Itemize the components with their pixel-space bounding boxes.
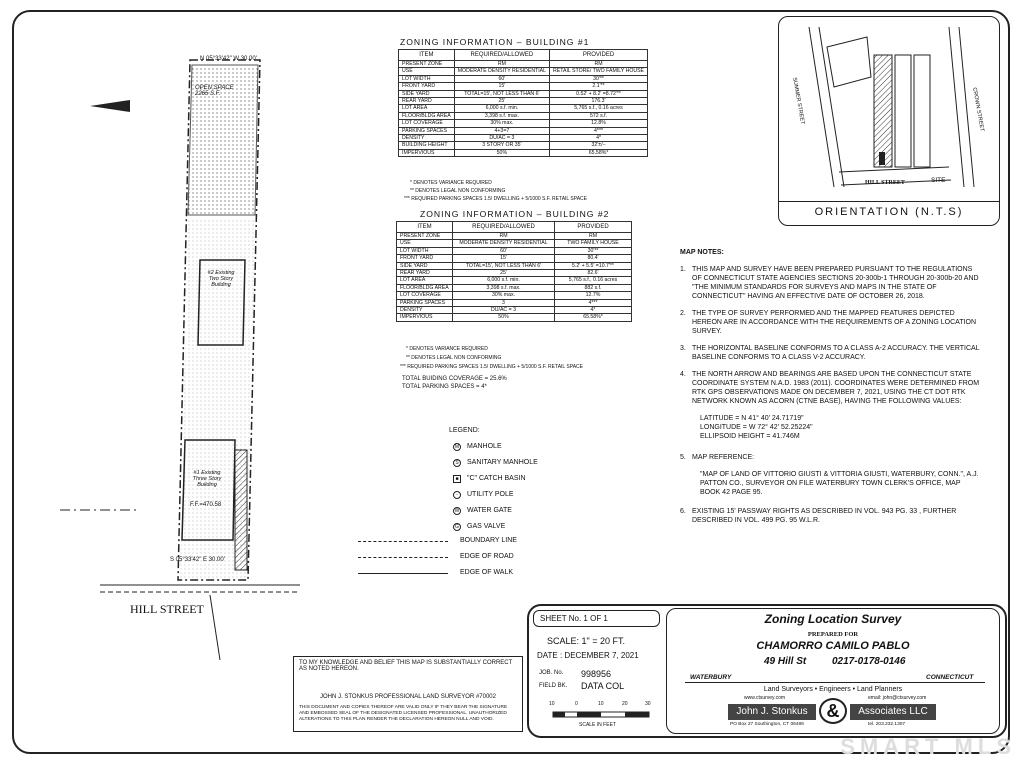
- zoning-1-note-2: ** DENOTES LEGAL NON CONFORMING: [410, 188, 506, 194]
- certification-box: [293, 656, 523, 732]
- table-row: [397, 292, 632, 299]
- water-gate-icon: W: [454, 508, 460, 514]
- table-cell: 4***: [550, 127, 648, 134]
- open-space-label: OPEN SPACE 2265 S.F.: [195, 85, 234, 97]
- total-coverage: TOTAL BUIDING COVERAGE = 25.6%: [402, 376, 507, 382]
- table-row: [399, 112, 648, 119]
- map-reference: "MAP OF LAND OF VITTORIO GIUSTI & VITTORIA GIUSTI, WATERBURY, CONN.", A.J. PATTON CO., SURVEYOR ON FILE WATERBURY TOWN CLERK'S OFFICE, MAP BOOK 42 PAGE 95.: [700, 471, 979, 496]
- table-row: [397, 277, 632, 284]
- building-2-label: #2 Existing Two Story Building: [207, 270, 235, 288]
- legend-label: MANHOLE: [467, 443, 502, 450]
- table-cell: DENSITY: [399, 135, 455, 142]
- note-number: 3.: [680, 345, 686, 352]
- note-text: THE HORIZONTAL BASELINE CONFORMS TO A CLASS A-2 ACCURACY. THE VERTICAL BASELINE CONFORMS TO A CLASS V-2 ACCURACY.: [692, 345, 980, 361]
- legend-label: WATER GATE: [467, 507, 512, 514]
- utility-pole-icon: ◦: [453, 491, 461, 499]
- gas-valve-icon: G: [453, 523, 461, 531]
- table-cell: 30% max.: [453, 292, 555, 299]
- street-summer: SUMMER STREET: [791, 77, 806, 125]
- scale-label: SCALE IN FEET: [579, 722, 616, 728]
- ampersand-logo: &: [819, 698, 847, 724]
- table-row: [399, 142, 648, 149]
- table-cell: USE: [397, 240, 453, 247]
- legend: [449, 423, 538, 535]
- coordinates: [700, 414, 980, 441]
- firm-po: PO Box 27 Southington, CT 06489: [730, 722, 804, 727]
- table-cell: TOTAL=15', NOT LESS THAN 6': [454, 90, 549, 97]
- map-notes-title: MAP NOTES:: [680, 249, 724, 256]
- table-cell: LOT AREA: [399, 105, 455, 112]
- table-cell: RM: [555, 233, 632, 240]
- table-cell: 3: [453, 299, 555, 306]
- table-cell: 50%: [453, 314, 555, 321]
- table-cell: FLOOR/BLDG AREA: [399, 112, 455, 119]
- table-cell: DENSITY: [397, 307, 453, 314]
- note-number: 1.: [680, 266, 686, 273]
- parcel-number: 0217-0178-0146: [832, 656, 906, 667]
- latitude: LATITUDE = N 41° 40' 24.71719": [700, 415, 804, 422]
- legend-label: UTILITY POLE: [467, 491, 514, 498]
- table-cell: 32'±/−: [550, 142, 648, 149]
- table-cell: SIDE YARD: [397, 262, 453, 269]
- table-cell: 12.8%: [550, 120, 648, 127]
- disclaimer: THIS DOCUMENT AND COPIES THEREOF ARE VALID ONLY IF THEY BEAR THE SIGNATURE AND EMBOSSED SEAL OF THE DESIGNATED LICENSED PROFESSIONAL. UNAUTHORIZED ALTERATIONS TO THIS PLAN RENDER THE DECLARATION HEREON NULL AND VOID.: [299, 705, 508, 722]
- legend-title: LEGEND:: [449, 427, 480, 434]
- table-cell: FRONT YARD: [399, 83, 455, 90]
- table-row: [397, 233, 632, 240]
- table-cell: 82.6': [555, 270, 632, 277]
- table-cell: 882 s.f.: [555, 284, 632, 291]
- watermark: SMART MLS: [840, 734, 1016, 759]
- edge-of-walk-sample: [358, 573, 448, 574]
- orientation-title: ORIENTATION (N.T.S): [779, 201, 999, 218]
- table-cell: RM: [550, 61, 648, 68]
- scale-tick: 30: [645, 701, 651, 707]
- table-row: [399, 75, 648, 82]
- sheet-number: SHEET No. 1 OF 1: [533, 610, 660, 627]
- surveyor-name: JOHN J. STONKUS PROFESSIONAL LAND SURVEYOR #70002: [320, 694, 496, 700]
- table-row: [399, 149, 648, 156]
- finished-floor-label: F.F.=470.58: [190, 502, 222, 508]
- zoning-2-table: [396, 221, 632, 322]
- note-text: THE NORTH ARROW AND BEARINGS ARE BASED UPON THE CONNECTICUT STATE COORDINATE SYSTEM N.A.D. 1983 (2011). COORDINATES WERE DETERMINED FROM RTK GPS OBSERVATIONS MADE ON DECEMBER 7, 2021, USING THE CT DOT RTK NETWORK KNOWN AS ACORN (CTNE BASE), HAVING THE FOLLOWING VALUES:: [692, 371, 980, 405]
- line-label: EDGE OF ROAD: [460, 553, 514, 560]
- date-text: DATE : DECEMBER 7, 2021: [537, 651, 639, 660]
- table-cell: RM: [453, 233, 555, 240]
- table-cell: LOT AREA: [397, 277, 453, 284]
- table-row: [399, 83, 648, 90]
- catch-basin-icon: ■: [453, 475, 461, 483]
- scale-tick: 20: [622, 701, 628, 707]
- table-cell: 15': [453, 255, 555, 262]
- table-cell: USE: [399, 68, 455, 75]
- table-cell: TOTAL=15', NOT LESS THAN 6': [453, 262, 555, 269]
- table-cell: PRESENT ZONE: [397, 233, 453, 240]
- legend-label: "C" CATCH BASIN: [467, 475, 526, 482]
- table-cell: MODERATE DENSITY RESIDENTIAL: [453, 240, 555, 247]
- table-cell: FLOOR/BLDG AREA: [397, 284, 453, 291]
- table-cell: MODERATE DENSITY RESIDENTIAL: [454, 68, 549, 75]
- table-row: [399, 90, 648, 97]
- survey-title: Zoning Location Survey: [764, 612, 902, 626]
- scale-text: SCALE: 1" = 20 FT.: [547, 636, 625, 646]
- hatched-walk: [235, 450, 247, 570]
- table-cell: 25': [454, 98, 549, 105]
- table-cell: 3,398 s.f. max.: [454, 112, 549, 119]
- table-cell: PRESENT ZONE: [399, 61, 455, 68]
- col-provided: PROVIDED: [550, 50, 648, 61]
- divider: [685, 682, 985, 683]
- table-row: [397, 284, 632, 291]
- table-cell: 5.2' + 5.5' =10.7'**: [555, 262, 632, 269]
- table-row: [399, 105, 648, 112]
- zoning-2-note-3: *** REQUIRED PARKING SPACES 1.5/ DWELLING + 5/1000 S.F. RETAIL SPACE: [400, 364, 583, 370]
- table-cell: 60': [453, 247, 555, 254]
- col-required: REQUIRED/ALLOWED: [454, 50, 549, 61]
- north-bearing: N 05°33'42" W 30.00': [200, 56, 257, 62]
- orientation-map: [778, 16, 1000, 226]
- table-cell: 3,398 s.f. max.: [453, 284, 555, 291]
- field-label: FIELD BK.: [539, 683, 568, 689]
- table-cell: 6,000 s.f. min.: [453, 277, 555, 284]
- col-provided: PROVIDED: [555, 222, 632, 233]
- note-text: MAP REFERENCE:: [692, 454, 755, 461]
- table-cell: 5,765 s.f., 0.16 acres: [555, 277, 632, 284]
- firm-tel: tel. 203.232.1307: [868, 722, 906, 727]
- table-row: [399, 135, 648, 142]
- table-row: [399, 127, 648, 134]
- site-label: SITE: [931, 177, 946, 184]
- table-cell: PARKING SPACES: [397, 299, 453, 306]
- building-1-label: #1 Existing Three Story Building: [192, 470, 222, 488]
- table-row: [397, 247, 632, 254]
- longitude: LONGITUDE = W 72° 42' 52.25224": [700, 424, 813, 431]
- scale-tick: 10: [549, 701, 555, 707]
- zoning-1-note-3: *** REQUIRED PARKING SPACES 1.5/ DWELLING + 5/1000 S.F. RETAIL SPACE: [404, 196, 587, 202]
- table-cell: SIDE YARD: [399, 90, 455, 97]
- zoning-1-title: ZONING INFORMATION – BUILDING #1: [400, 37, 590, 47]
- prepared-for: PREPARED FOR: [807, 631, 859, 638]
- table-cell: LOT WIDTH: [399, 75, 455, 82]
- firm-tagline: Land Surveyors • Engineers • Land Planners: [763, 686, 903, 693]
- table-cell: LOT COVERAGE: [399, 120, 455, 127]
- street-hill: HILL STREET: [865, 180, 905, 186]
- table-cell: IMPERVIOUS: [399, 149, 455, 156]
- table-cell: 5,765 s.f., 0.16 acres: [550, 105, 648, 112]
- note-text: THE TYPE OF SURVEY PERFORMED AND THE MAPPED FEATURES DEPICTED HEREON ARE IN ACCORDANCE WITH THE REQUIREMENTS OF A ZONING LOCATION SURVEY.: [692, 310, 977, 335]
- total-parking: TOTAL PARKING SPACES = 4*: [402, 384, 487, 390]
- table-cell: REAR YARD: [397, 270, 453, 277]
- note-text: EXISTING 15' PASSWAY RIGHTS AS DESCRIBED IN VOL. 943 PG. 33 , FURTHER DESCRIBED IN VOL. 499 PG. 95 W.L.R.: [692, 508, 957, 524]
- note-number: 4.: [680, 371, 686, 378]
- note-number: 5.: [680, 454, 686, 461]
- firm-name-right: Associates LLC: [850, 704, 936, 720]
- table-row: [399, 61, 648, 68]
- table-cell: 2.1'**: [550, 83, 648, 90]
- scale-tick: 10: [598, 701, 604, 707]
- state: CONNECTICUT: [926, 674, 974, 681]
- table-cell: 3 STORY OR 35': [454, 142, 549, 149]
- table-cell: DU/AC = 3: [454, 135, 549, 142]
- table-row: [397, 314, 632, 321]
- line-legend: [358, 533, 517, 581]
- street-name: HILL STREET: [130, 602, 204, 616]
- zoning-2-note-2: ** DENOTES LEGAL NON CONFORMING: [406, 355, 502, 361]
- table-cell: 30'**: [555, 247, 632, 254]
- table-cell: DU/AC = 3: [453, 307, 555, 314]
- table-cell: PARKING SPACES: [399, 127, 455, 134]
- line-label: EDGE OF WALK: [460, 569, 514, 576]
- table-row: [399, 120, 648, 127]
- col-required: REQUIRED/ALLOWED: [453, 222, 555, 233]
- table-row: [397, 299, 632, 306]
- map-notes: [680, 248, 980, 533]
- manhole-icon: M: [454, 444, 460, 450]
- zoning-1-table: [398, 49, 648, 157]
- zoning-1-note-1: * DENOTES VARIANCE REQUIRED: [410, 180, 492, 186]
- street-crown: CROWN STREET: [971, 87, 985, 132]
- table-cell: 80.4': [555, 255, 632, 262]
- ellipsoid-height: ELLIPSOID HEIGHT = 41.746M: [700, 433, 800, 440]
- table-cell: FRONT YARD: [397, 255, 453, 262]
- note-number: 2.: [680, 310, 686, 317]
- client-name: CHAMORRO CAMILO PABLO: [756, 640, 910, 652]
- table-row: [399, 68, 648, 75]
- table-cell: BUILDING HEIGHT: [399, 142, 455, 149]
- edge-of-road-sample: [358, 557, 448, 558]
- table-cell: 4*: [555, 307, 632, 314]
- table-row: [399, 98, 648, 105]
- table-cell: 15': [454, 83, 549, 90]
- table-cell: 4*: [550, 135, 648, 142]
- col-item: ITEM: [399, 50, 455, 61]
- legend-label: SANITARY MANHOLE: [467, 459, 538, 466]
- boundary-line-sample: [358, 541, 448, 542]
- firm-email: email: john@ctsurvey.com: [868, 695, 927, 701]
- table-row: [397, 262, 632, 269]
- site-marker: [879, 152, 885, 165]
- table-cell: 25': [453, 270, 555, 277]
- line-label: BOUNDARY LINE: [460, 537, 517, 544]
- zoning-2-title: ZONING INFORMATION – BUILDING #2: [420, 209, 610, 219]
- client-address: 49 Hill St: [764, 656, 807, 667]
- table-cell: 60': [454, 75, 549, 82]
- table-row: [397, 240, 632, 247]
- zoning-2-note-1: * DENOTES VARIANCE REQUIRED: [406, 346, 488, 352]
- table-cell: LOT COVERAGE: [397, 292, 453, 299]
- table-cell: 4***: [555, 299, 632, 306]
- table-cell: RETAIL STORE/ TWO FAMILY HOUSE: [550, 68, 648, 75]
- sheet-info-panel: [533, 610, 660, 734]
- table-cell: 572 s.f.: [550, 112, 648, 119]
- firm-web: www.ctsurvey.com: [744, 695, 786, 701]
- table-cell: 50%: [454, 149, 549, 156]
- orientation-sketch: [779, 17, 999, 197]
- south-bearing: S 05°33'42" E 30.00': [170, 557, 225, 563]
- job-label: JOB. No.: [539, 670, 564, 676]
- table-row: [397, 307, 632, 314]
- table-row: [397, 270, 632, 277]
- table-cell: RM: [454, 61, 549, 68]
- firm-name-left: John J. Stonkus: [728, 704, 816, 720]
- certification-text: TO MY KNOWLEDGE AND BELIEF THIS MAP IS SUBSTANTIALLY CORRECT AS NOTED HEREON.: [299, 660, 513, 672]
- field-book: DATA COL: [581, 681, 625, 691]
- sanitary-manhole-icon: S: [453, 459, 461, 467]
- table-cell: REAR YARD: [399, 98, 455, 105]
- table-cell: 4+3=7: [454, 127, 549, 134]
- note-text: THIS MAP AND SURVEY HAVE BEEN PREPARED PURSUANT TO THE REGULATIONS OF CONNECTICUT STATE AGENCIES SECTIONS 20-300b-1 THROUGH 20-300b-20 AND "THE MINIMUM STANDARDS FOR SURVEYS AND MAPS IN THE STATE OF CONNECTICUT" HAVING AN EFFECTIVE DATE OF OCTOBER 26, 2018.: [692, 266, 979, 300]
- table-cell: LOT WIDTH: [397, 247, 453, 254]
- table-cell: TWO FAMILY HOUSE: [555, 240, 632, 247]
- note-number: 6.: [680, 508, 686, 515]
- job-number: 998956: [581, 669, 612, 679]
- table-cell: IMPERVIOUS: [397, 314, 453, 321]
- table-cell: 6,000 s.f. min.: [454, 105, 549, 112]
- table-row: [397, 255, 632, 262]
- col-item: ITEM: [397, 222, 453, 233]
- center-line: [210, 595, 220, 660]
- table-cell: 176.3': [550, 98, 648, 105]
- legend-label: GAS VALVE: [467, 523, 506, 530]
- north-arrow-icon: [90, 100, 130, 112]
- town: WATERBURY: [690, 674, 732, 681]
- table-cell: 30'**: [550, 75, 648, 82]
- table-cell: 0.52' + 8.2' =8.72'**: [550, 90, 648, 97]
- site-plan-drawing: [60, 20, 320, 660]
- table-cell: 65.58%*: [550, 149, 648, 156]
- scale-tick: 0: [575, 701, 578, 707]
- table-cell: 30% max.: [454, 120, 549, 127]
- table-cell: 65.58%*: [555, 314, 632, 321]
- table-cell: 12.7%: [555, 292, 632, 299]
